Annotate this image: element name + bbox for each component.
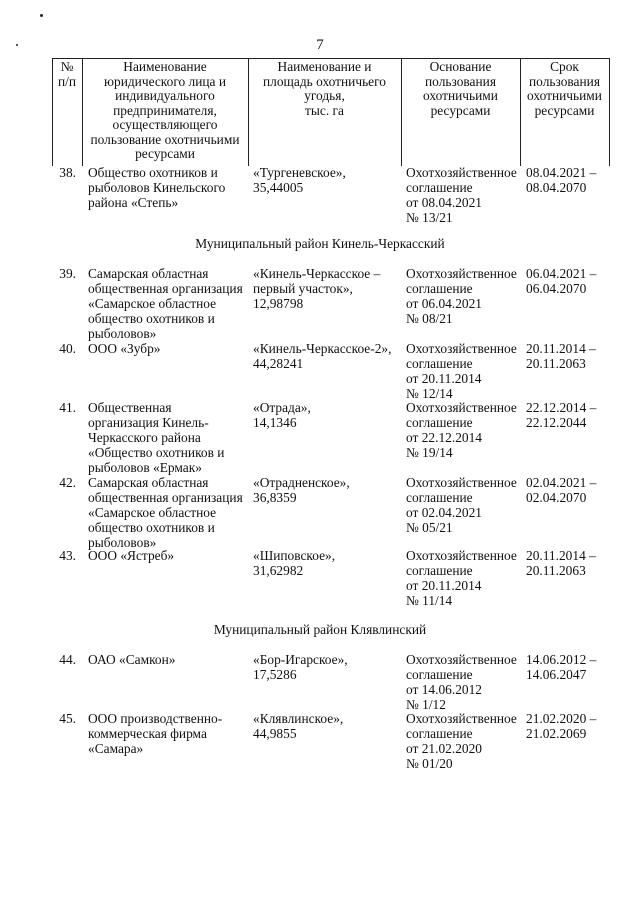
row-basis: Охотхозяйственное соглашение от 22.12.2014 № 19/14 (406, 400, 517, 460)
header-area: Наименование и площадь охотничьего угодья, тыс. га (263, 59, 386, 118)
page-number: 7 (316, 37, 324, 53)
row-entity: Самарская областная общественная организация «Самарское областное общество охотников и рыболовов» (88, 475, 243, 550)
row-term: 20.11.2014 – 20.11.2063 (526, 548, 596, 578)
header-num: № п/п (57, 59, 77, 89)
header-name: Наименование юридического лица и индивидуального предпринимателя, осуществляющего пользование охотничьими ресурсами (90, 59, 240, 161)
row-basis: Охотхозяйственное соглашение от 06.04.2021 № 08/21 (406, 266, 517, 326)
row-area: «Тургеневское», 35,44005 (253, 165, 346, 195)
row-area: «Бор-Игарское», 17,5286 (253, 652, 348, 682)
section-heading: Муниципальный район Клявлинский (213, 622, 427, 637)
row-num: 42. (59, 475, 76, 490)
row-term: 22.12.2014 – 22.12.2044 (526, 400, 597, 430)
row-term: 14.06.2012 – 14.06.2047 (526, 652, 597, 682)
row-area: «Клявлинское», 44,9855 (253, 711, 344, 741)
row-num: 38. (59, 165, 76, 180)
row-area: «Кинель-Черкасское-2», 44,28241 (253, 341, 392, 371)
row-num: 45. (59, 711, 76, 726)
row-basis: Охотхозяйственное соглашение от 21.02.2020 № 01/20 (406, 711, 517, 771)
scan-speck (40, 14, 43, 17)
row-entity: ООО «Зубр» (88, 341, 161, 356)
row-basis: Охотхозяйственное соглашение от 14.06.2012 № 1/12 (406, 652, 517, 712)
row-basis: Охотхозяйственное соглашение от 20.11.2014 № 11/14 (406, 548, 517, 608)
row-term: 21.02.2020 – 21.02.2069 (526, 711, 597, 741)
row-entity: Общественная организация Кинель- Черкасского района «Общество охотников и рыболовов «Ермак» (88, 400, 225, 475)
row-entity: Самарская областная общественная организация «Самарское областное общество охотников и рыболовов» (88, 266, 243, 341)
row-num: 44. (59, 652, 76, 667)
header-basis: Основание пользования охотничьими ресурсами (423, 59, 498, 118)
row-num: 39. (59, 266, 76, 281)
row-basis: Охотхозяйственное соглашение от 08.04.2021 № 13/21 (406, 165, 517, 225)
row-basis: Охотхозяйственное соглашение от 20.11.2014 № 12/14 (406, 341, 517, 401)
header-term: Срок пользования охотничьими ресурсами (527, 59, 602, 118)
row-area: «Отрадненское», 36,8359 (253, 475, 350, 505)
row-entity: Общество охотников и рыболовов Кинельского района «Степь» (88, 165, 226, 210)
row-basis: Охотхозяйственное соглашение от 02.04.2021 № 05/21 (406, 475, 517, 535)
row-entity: ООО «Ястреб» (88, 548, 175, 563)
column-divider (609, 58, 610, 166)
row-entity: ООО производственно- коммерческая фирма «Самара» (88, 711, 223, 756)
section-heading: Муниципальный район Кинель-Черкасский (195, 236, 445, 251)
row-num: 43. (59, 548, 76, 563)
row-num: 40. (59, 341, 76, 356)
row-entity: ОАО «Самкон» (88, 652, 176, 667)
row-term: 06.04.2021 – 06.04.2070 (526, 266, 597, 296)
row-area: «Кинель-Черкасское – первый участок», 12,98798 (253, 266, 381, 311)
row-term: 20.11.2014 – 20.11.2063 (526, 341, 596, 371)
row-area: «Отрада», 14,1346 (253, 400, 311, 430)
row-area: «Шиповское», 31,62982 (253, 548, 336, 578)
row-num: 41. (59, 400, 76, 415)
row-term: 08.04.2021 – 08.04.2070 (526, 165, 597, 195)
row-term: 02.04.2021 – 02.04.2070 (526, 475, 597, 505)
